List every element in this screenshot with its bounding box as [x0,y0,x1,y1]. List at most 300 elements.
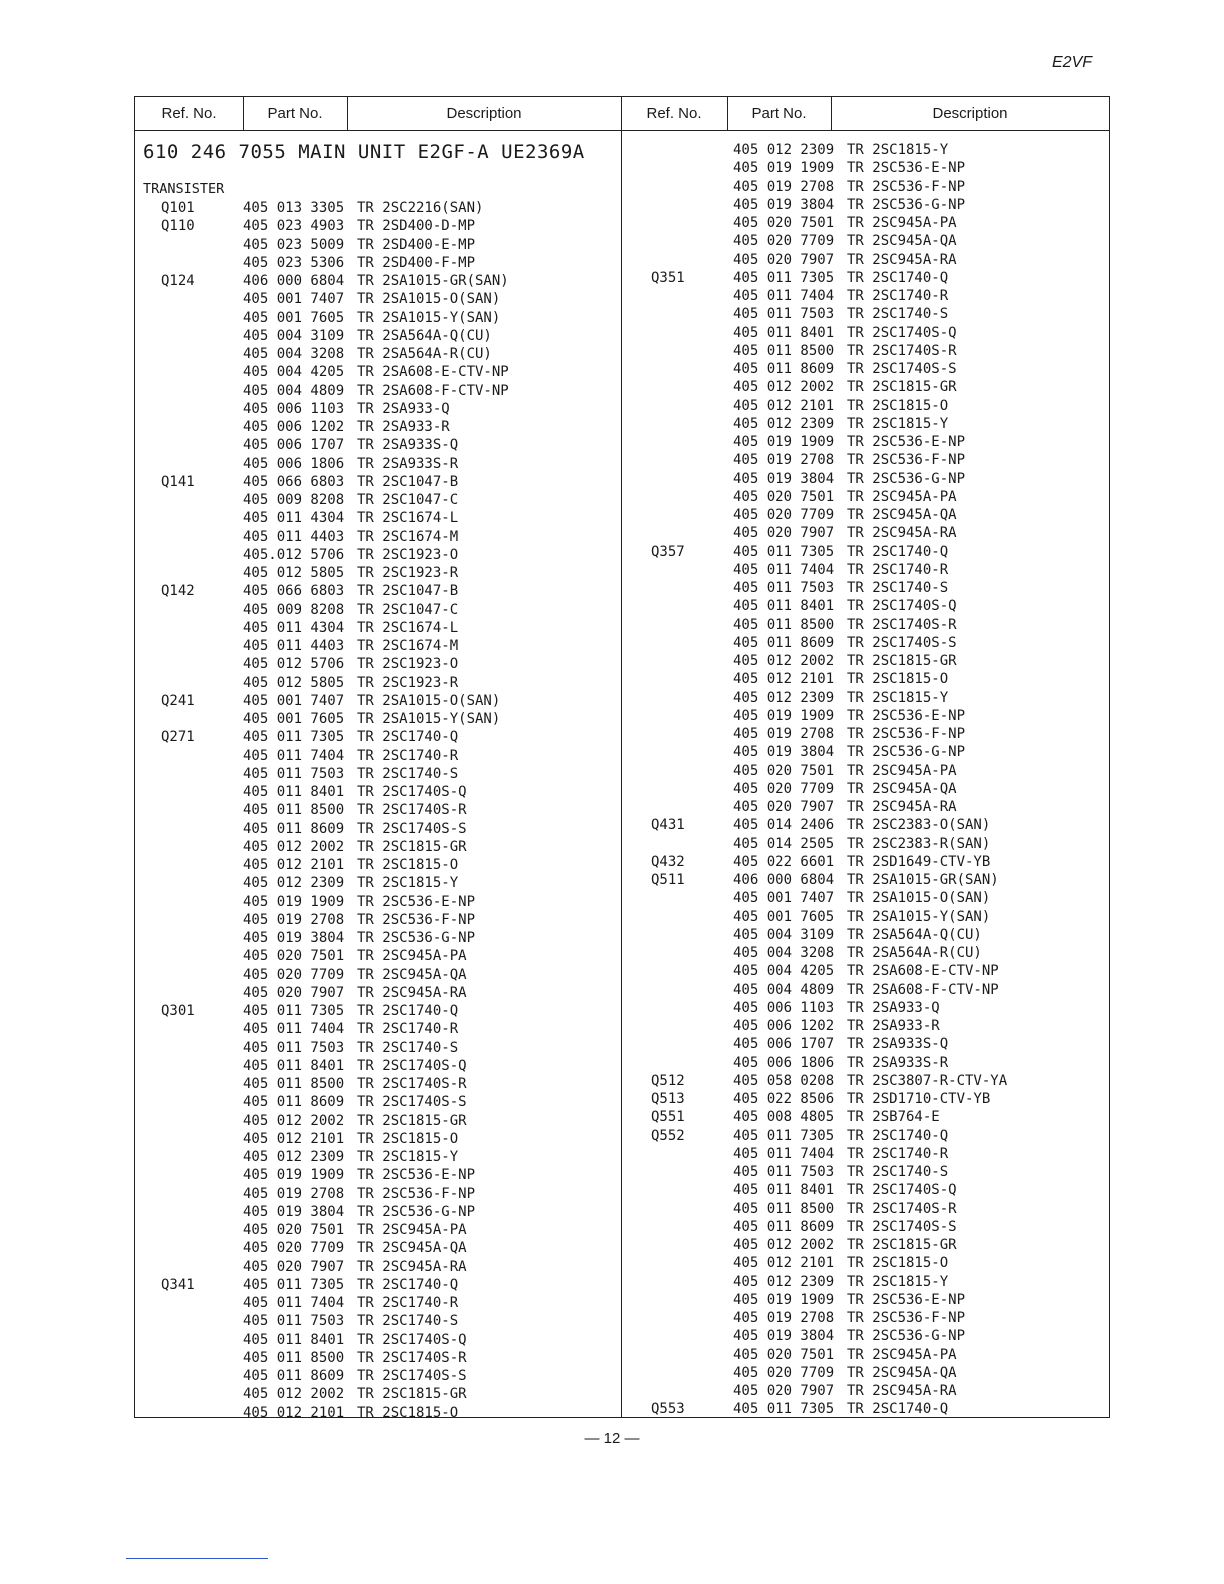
description: TR 2SC1815-Y [847,415,949,432]
part-no: 405 004 4809 [733,981,835,998]
part-no: 405 004 3208 [243,346,345,362]
description: TR 2SC1740S-Q [847,324,957,341]
part-no: 405 011 8401 [733,324,835,341]
part-no: 405 058 0208 [733,1072,835,1089]
header-ref-right: Ref. No. [621,97,727,131]
ref-no: Q431 [651,817,685,834]
description: TR 2SC1740S-S [357,1094,467,1111]
part-no: 405 011 7404 [243,1295,345,1311]
description: TR 2SC1740S-S [847,634,957,651]
part-no: 405 011 8500 [733,1200,835,1217]
part-no: 405 012 2101 [733,1255,835,1272]
part-no: 405 011 7404 [243,747,345,764]
description: TR 2SC1740S-Q [357,1331,467,1348]
part-no: 405 012 2309 [733,415,835,432]
description: TR 2SC1815-GR [847,379,957,396]
description: TR 2SC1740-Q [357,1276,459,1293]
description: TR 2SC1815-GR [357,838,467,855]
part-no: 405 020 7501 [733,488,835,505]
ref-no: Q513 [651,1091,685,1107]
part-no: 405 022 8506 [733,1091,835,1107]
header-divider [243,97,244,131]
description: TR 2SA1015-O(SAN) [357,692,501,709]
part-no: 405 012 2101 [243,857,345,873]
ref-no: Q351 [651,269,685,286]
description: TR 2SC1815-Y [847,142,949,158]
description: TR 2SC1740-S [847,1164,949,1180]
ref-no: Q271 [161,729,195,746]
part-no: 405 020 7709 [733,1364,835,1381]
part-no: 405 023 4903 [243,218,345,235]
description: TR 2SC536-E-NP [847,707,966,724]
description: TR 2SC945A-QA [847,780,957,797]
header-part-right: Part No. [727,97,831,131]
description: TR 2SC945A-RA [357,1258,467,1275]
description: TR 2SC536-F-NP [847,1310,966,1326]
header-divider [347,97,348,131]
description: TR 2SC945A-PA [847,1346,957,1363]
part-no: 405 020 7501 [733,215,835,231]
description: TR 2SC1047-B [357,583,459,600]
description: TR 2SC1740S-S [847,361,957,377]
description: TR 2SC1740-R [357,1021,459,1038]
ref-no: Q142 [161,583,195,600]
ref-no: Q101 [161,200,195,216]
description: TR 2SA933-Q [847,999,940,1016]
description: TR 2SC1740-R [847,1145,949,1162]
description: TR 2SC1674-M [357,528,459,545]
part-no: 405 023 5009 [243,236,345,253]
description: TR 2SC1740S-S [847,1218,957,1235]
part-no: 405 001 7407 [733,890,835,907]
part-no: 405 012 5805 [243,565,345,581]
part-no: 405 019 3804 [733,470,835,487]
description: TR 2SC1740-Q [847,1401,949,1418]
ref-no: Q512 [651,1072,685,1089]
part-no: 405 011 7503 [733,1164,835,1180]
description: TR 2SC1740S-S [357,820,467,837]
part-no: 405 019 2708 [733,452,835,469]
description: TR 2SA1015-GR(SAN) [357,273,509,289]
description: TR 2SC1740S-Q [847,1182,957,1199]
description: TR 2SD1710-CTV-YB [847,1091,991,1107]
part-no: 405 012 2002 [733,379,835,396]
description: TR 2SC945A-QA [847,233,957,250]
description: TR 2SC945A-PA [847,215,957,231]
description: TR 2SC1740S-R [847,1200,957,1217]
description: TR 2SC945A-QA [847,507,957,523]
description: TR 2SC536-F-NP [357,911,476,928]
part-no: 405 006 1202 [243,419,345,435]
part-no: 406 000 6804 [733,872,835,888]
part-no: 405 004 4205 [733,963,835,980]
part-no: 405 009 8208 [243,601,345,618]
description: TR 2SC1815-Y [847,1273,949,1290]
part-no: 405 019 2708 [733,178,835,195]
part-no: 405 011 8401 [243,1057,345,1074]
description: TR 2SA608-F-CTV-NP [357,382,509,399]
part-no: 405 011 8401 [243,784,345,800]
description: TR 2SC536-G-NP [847,196,966,213]
description: TR 2SC536-F-NP [847,726,966,742]
part-no: 405 011 4403 [243,638,345,654]
part-no: 405 009 8208 [243,492,345,508]
description: TR 2SC536-E-NP [357,1167,476,1184]
part-no: 405 012 2101 [733,397,835,414]
part-no: 405 011 8609 [733,634,835,651]
header-desc-right: Description [831,97,1109,131]
description: TR 2SC1740-R [847,561,949,578]
description: TR 2SC1740-Q [357,729,459,746]
description: TR 2SC945A-RA [847,525,957,542]
description: TR 2SC945A-PA [847,488,957,505]
description: TR 2SA1015-Y(SAN) [357,711,501,727]
description: TR 2SC1815-Y [357,875,459,892]
description: TR 2SD400-F-MP [357,254,476,271]
description: TR 2SC1923-O [357,546,459,563]
description: TR 2SC945A-RA [847,1383,957,1399]
description: TR 2SC1815-O [847,671,949,688]
description: TR 2SA933S-Q [357,437,459,454]
description: TR 2SC1740S-R [357,1349,467,1366]
part-no: 405 011 8500 [243,1349,345,1366]
unit-title: 610 246 7055 MAIN UNIT E2GF-A UE2369A [143,141,585,163]
description: TR 2SA608-F-CTV-NP [847,981,999,998]
part-no: 405 011 7305 [733,1127,835,1144]
part-no: 405 011 7305 [243,1276,345,1293]
description: TR 2SC1740-S [357,765,459,782]
model-code: E2VF [1052,54,1093,71]
part-no: 405 019 2708 [243,1185,345,1202]
description: TR 2SC1740S-R [847,342,957,359]
description: TR 2SC1740S-Q [357,784,467,800]
description: TR 2SC1047-C [357,601,459,618]
header-part-left: Part No. [243,97,347,131]
description: TR 2SC2216(SAN) [357,200,484,216]
part-no: 405 011 8500 [243,802,345,819]
part-no: 405 001 7605 [243,711,345,727]
ref-no: Q341 [161,1276,195,1293]
part-no: 406 000 6804 [243,273,345,289]
part-no: 405 020 7501 [733,1346,835,1363]
description: TR 2SC1740-S [847,306,949,323]
part-no: 405 020 7709 [733,233,835,250]
part-no: 405 020 7907 [243,984,345,1001]
part-no: 405 011 7503 [243,1039,345,1056]
part-no: 405 011 8500 [733,342,835,359]
part-no: 405 019 2708 [733,726,835,742]
description: TR 2SC1740-Q [847,543,949,560]
description: TR 2SC1815-GR [847,1237,957,1253]
part-no: 405 011 7503 [733,306,835,323]
description: TR 2SC1740-Q [847,1127,949,1144]
description: TR 2SC1815-O [847,397,949,414]
description: TR 2SA608-E-CTV-NP [847,963,999,980]
description: TR 2SC536-F-NP [847,452,966,469]
part-no: 405 004 4205 [243,364,345,381]
description: TR 2SC945A-PA [357,948,467,965]
part-no: 405 011 7305 [733,1401,835,1418]
part-no: 405 011 8401 [733,1182,835,1199]
description: TR 2SC536-G-NP [357,1203,476,1220]
part-no: 405 019 1909 [733,707,835,724]
description: TR 2SC2383-R(SAN) [847,835,991,852]
description: TR 2SC3807-R-CTV-YA [847,1072,1008,1089]
part-no: 405 004 3109 [243,327,345,344]
part-no: 405 020 7709 [733,780,835,797]
part-no: 405 011 7305 [733,269,835,286]
part-no: 405 012 2101 [243,1130,345,1147]
description: TR 2SA1015-Y(SAN) [847,908,991,925]
description: TR 2SC1740S-Q [357,1057,467,1074]
part-no: 405 012 2002 [733,1237,835,1253]
description: TR 2SC1815-Y [357,1149,459,1165]
description: TR 2SC536-F-NP [357,1185,476,1202]
description: TR 2SC1815-GR [847,653,957,669]
footer-rule [126,1558,268,1559]
description: TR 2SC945A-PA [847,762,957,779]
description: TR 2SC1815-Y [847,689,949,706]
part-no: 405 019 1909 [733,434,835,450]
page-footer: — 12 — [584,1430,640,1447]
description: TR 2SA1015-O(SAN) [847,890,991,907]
description: TR 2SC1923-R [357,565,459,581]
description: TR 2SA933-R [847,1018,940,1034]
description: TR 2SA1015-Y(SAN) [357,309,501,326]
part-no: 405 020 7907 [733,525,835,542]
part-no: 405 011 7404 [733,561,835,578]
description: TR 2SC1740S-R [357,1076,467,1092]
description: TR 2SC1674-L [357,619,459,636]
part-no: 405 004 4809 [243,382,345,399]
description: TR 2SD400-E-MP [357,236,476,253]
description: TR 2SA933S-Q [847,1036,949,1053]
part-no: 405 019 1909 [243,1167,345,1184]
part-no: 405 012 2309 [733,142,835,158]
description: TR 2SA564A-Q(CU) [357,327,492,344]
description: TR 2SC1740-S [847,580,949,596]
ref-no: Q110 [161,218,195,235]
description: TR 2SC536-G-NP [847,744,966,761]
description: TR 2SC1740S-Q [847,598,957,615]
section-heading: TRANSISTER [143,181,225,197]
description: TR 2SA608-E-CTV-NP [357,364,509,381]
part-no: 405 011 4304 [243,510,345,527]
part-no: 405 006 1806 [243,455,345,472]
part-no: 405 006 1707 [243,437,345,454]
description: TR 2SD1649-CTV-YB [847,853,991,870]
part-no: 405 006 1103 [243,400,345,417]
part-no: 405 011 7305 [243,1003,345,1019]
description: TR 2SC945A-PA [357,1222,467,1238]
part-no: 405 019 1909 [733,1291,835,1308]
part-no: 405 014 2505 [733,835,835,852]
part-no: 405 012 2002 [733,653,835,669]
part-no: 405 023 5306 [243,254,345,271]
part-no: 405 001 7407 [243,692,345,709]
ref-no: Q301 [161,1003,195,1019]
description: TR 2SC1674-M [357,638,459,654]
part-no: 405 014 2406 [733,817,835,834]
ref-no: Q511 [651,872,685,888]
part-no: 405 022 6601 [733,853,835,870]
description: TR 2SC945A-RA [357,984,467,1001]
part-no: 405 012 5706 [243,656,345,673]
description: TR 2SC945A-QA [847,1364,957,1381]
part-no: 405 011 8609 [243,1368,345,1384]
description: TR 2SC1740-R [357,1295,459,1311]
ref-no: Q552 [651,1127,685,1144]
description: TR 2SC1047-C [357,492,459,508]
part-no: 405 011 8500 [243,1076,345,1092]
part-no: 405 012 2309 [243,875,345,892]
part-no: 405 020 7907 [733,1383,835,1399]
part-no: 405 011 7503 [733,580,835,596]
part-no: 405 001 7605 [243,309,345,326]
description: TR 2SC1674-L [357,510,459,527]
part-no: 405 019 2708 [733,1310,835,1326]
description: TR 2SC536-E-NP [847,1291,966,1308]
part-no: 405 020 7907 [733,251,835,268]
description: TR 2SC1740-R [357,747,459,764]
part-no: 405 006 1202 [733,1018,835,1034]
part-no: 405 011 4304 [243,619,345,636]
part-no: 405 012 2002 [243,1386,345,1403]
description: TR 2SC536-E-NP [847,434,966,450]
part-no: 405 012 2309 [733,1273,835,1290]
description: TR 2SC536-E-NP [847,160,966,177]
description: TR 2SC945A-QA [357,1240,467,1257]
description: TR 2SA933-Q [357,400,450,417]
description: TR 2SC1740-S [357,1039,459,1056]
description: TR 2SA933S-R [357,455,459,472]
description: TR 2SD400-D-MP [357,218,476,235]
description: TR 2SB764-E [847,1109,940,1126]
description: TR 2SC536-G-NP [847,470,966,487]
ref-no: Q241 [161,692,195,709]
part-no: 405 011 7503 [243,765,345,782]
column-divider [621,97,622,1417]
description: TR 2SC1740-R [847,288,949,304]
description: TR 2SA1015-O(SAN) [357,291,501,308]
description: TR 2SC945A-QA [357,966,467,983]
description: TR 2SC1815-O [357,1130,459,1147]
part-no: 405 012 2101 [243,1404,345,1421]
part-no: 405 011 8609 [243,1094,345,1111]
description: TR 2SC1815-O [847,1255,949,1272]
part-no: 405 019 3804 [733,744,835,761]
part-no: 405 006 1103 [733,999,835,1016]
part-no: 405 020 7501 [243,948,345,965]
description: TR 2SA564A-R(CU) [357,346,492,362]
part-no: 405 012 2309 [733,689,835,706]
part-no: 405 011 7305 [733,543,835,560]
part-no: 405 011 7404 [733,288,835,304]
description: TR 2SC2383-O(SAN) [847,817,991,834]
part-no: 405 012 2309 [243,1149,345,1165]
part-no: 405 020 7709 [243,966,345,983]
description: TR 2SC1923-O [357,656,459,673]
part-no: 405 066 6803 [243,473,345,490]
description: TR 2SC1815-GR [357,1112,467,1129]
description: TR 2SC945A-RA [847,799,957,815]
part-no: 405 011 8401 [243,1331,345,1348]
description: TR 2SC536-G-NP [847,1328,966,1345]
part-no: 405 001 7605 [733,908,835,925]
description: TR 2SC1815-O [357,1404,459,1421]
description: TR 2SC1047-B [357,473,459,490]
part-no: 405 020 7709 [733,507,835,523]
ref-no: Q357 [651,543,685,560]
part-no: 405 006 1806 [733,1054,835,1071]
part-no: 405.012 5706 [243,546,345,563]
description: TR 2SC1740S-R [847,616,957,633]
description: TR 2SC1815-GR [357,1386,467,1403]
header-divider [831,97,832,131]
part-no: 405 011 7305 [243,729,345,746]
description: TR 2SC1923-R [357,674,459,691]
part-no: 405 020 7709 [243,1240,345,1257]
part-no: 405 019 3804 [243,1203,345,1220]
part-no: 405 011 8609 [243,820,345,837]
part-no: 405 012 2002 [243,838,345,855]
part-no: 405 001 7407 [243,291,345,308]
ref-no: Q551 [651,1109,685,1126]
part-no: 405 020 7907 [733,799,835,815]
part-no: 405 008 4805 [733,1109,835,1126]
description: TR 2SA564A-Q(CU) [847,926,982,943]
part-no: 405 012 2002 [243,1112,345,1129]
description: TR 2SC536-F-NP [847,178,966,195]
part-no: 405 011 4403 [243,528,345,545]
description: TR 2SC1740-Q [357,1003,459,1019]
header-divider [727,97,728,131]
description: TR 2SC536-E-NP [357,893,476,910]
header-desc-left: Description [347,97,621,131]
part-no: 405 011 8500 [733,616,835,633]
part-no: 405 011 8609 [733,1218,835,1235]
part-no: 405 066 6803 [243,583,345,600]
part-no: 405 004 3109 [733,926,835,943]
part-no: 405 019 2708 [243,911,345,928]
description: TR 2SA1015-GR(SAN) [847,872,999,888]
description: TR 2SC1740S-S [357,1368,467,1384]
part-no: 405 020 7501 [243,1222,345,1238]
description: TR 2SA933S-R [847,1054,949,1071]
part-no: 405 011 7503 [243,1313,345,1330]
ref-no: Q124 [161,273,195,289]
part-no: 405 020 7907 [243,1258,345,1275]
part-no: 405 004 3208 [733,945,835,961]
part-no: 405 012 5805 [243,674,345,691]
part-no: 405 012 2101 [733,671,835,688]
part-no: 405 019 1909 [243,893,345,910]
part-no: 405 011 7404 [243,1021,345,1038]
description: TR 2SC536-G-NP [357,930,476,946]
header-ref-left: Ref. No. [135,97,243,131]
part-no: 405 011 7404 [733,1145,835,1162]
part-no: 405 019 3804 [733,196,835,213]
part-no: 405 013 3305 [243,200,345,216]
description: TR 2SA933-R [357,419,450,435]
description: TR 2SC1740-S [357,1313,459,1330]
description: TR 2SC1740S-R [357,802,467,819]
part-no: 405 020 7501 [733,762,835,779]
description: TR 2SC945A-RA [847,251,957,268]
parts-table [134,96,1110,1421]
description: TR 2SC1740-Q [847,269,949,286]
part-no: 405 019 3804 [243,930,345,946]
